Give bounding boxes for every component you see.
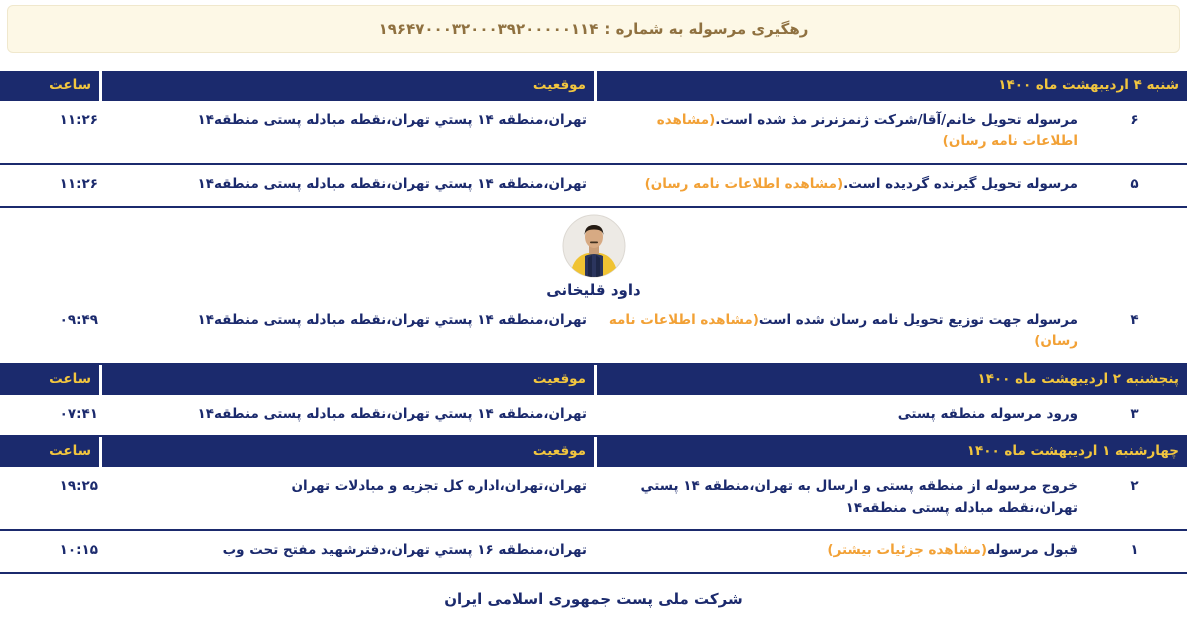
row-location: تهران،منطقه ۱۴ پستي تهران،نقطه مبادله پستی منطقه۱۴: [197, 405, 587, 422]
row-time: ۰۹:۴۹: [59, 311, 98, 328]
row-status: [597, 174, 1082, 196]
table-row: [0, 395, 1187, 438]
row-location: تهران،تهران،اداره کل تجزیه و مبادلات تهران: [291, 478, 587, 495]
row-number: ۶: [1130, 111, 1139, 128]
row-status-text: قبول مرسوله: [987, 542, 1078, 559]
row-location: تهران،منطقه ۱۴ پستي تهران،نقطه مبادله پستی منطقه۱۴: [197, 176, 587, 193]
section-header: [0, 71, 1187, 101]
row-status: [597, 476, 1082, 519]
footer-title: شرکت ملی پست جمهوری اسلامی ایران: [444, 590, 743, 609]
row-number: ۲: [1130, 478, 1139, 495]
courier-info-link[interactable]: (مشاهده اطلاعات نامه رسان): [608, 311, 1078, 350]
tracking-number: ۱۹۶۴۷۰۰۰۳۲۰۰۰۳۹۲۰۰۰۰۰۱۱۴: [378, 20, 599, 38]
row-status: [597, 310, 1082, 353]
row-status: [597, 404, 1082, 426]
table-row: [0, 165, 1187, 208]
section-date: شنبه ۴ اردیبهشت ماه ۱۴۰۰: [597, 71, 1187, 101]
section-date: پنجشنبه ۲ اردیبهشت ماه ۱۴۰۰: [597, 365, 1187, 395]
row-location: تهران،منطقه ۱۴ پستي تهران،نقطه مبادله پستی منطقه۱۴: [197, 111, 587, 128]
column-header-time: ساعت: [0, 437, 99, 467]
row-time: ۱۰:۱۵: [59, 542, 98, 559]
row-status-text: خروج مرسوله از منطقه پستی و ارسال به تهران،منطقه ۱۴ پستي تهران،نقطه مبادله پستی منطقه۱۴: [640, 478, 1078, 516]
table-row: [0, 467, 1187, 531]
row-status-text: ورود مرسوله منطقه پستی: [897, 405, 1078, 422]
row-location: تهران،منطقه ۱۴ پستي تهران،نقطه مبادله پستی منطقه۱۴: [197, 311, 587, 328]
row-status-text: مرسوله تحویل خانم/آقا/شرکت ژنمزنرنر مذ شده است.: [715, 111, 1078, 128]
row-number: ۴: [1130, 311, 1139, 328]
row-time: ۱۱:۲۶: [59, 111, 98, 128]
row-number: ۳: [1130, 405, 1139, 422]
column-header-location: موقعیت: [102, 71, 594, 101]
courier-avatar: [562, 214, 626, 278]
table-row: [0, 301, 1187, 365]
section-header: [0, 437, 1187, 467]
column-header-time: ساعت: [0, 365, 99, 395]
section-date: چهارشنبه ۱ اردیبهشت ماه ۱۴۰۰: [597, 437, 1187, 467]
column-header-time: ساعت: [0, 71, 99, 101]
row-status-text: مرسوله تحویل گیرنده گردیده است.: [843, 176, 1078, 193]
row-time: ۱۹:۲۵: [59, 478, 98, 495]
table-row: [0, 101, 1187, 165]
row-time: ۰۷:۴۱: [59, 405, 98, 422]
column-header-location: موقعیت: [102, 437, 594, 467]
more-details-link[interactable]: (مشاهده جزئیات بیشتر): [827, 542, 988, 559]
row-status-text: مرسوله جهت توزیع تحویل نامه رسان شده است: [758, 311, 1078, 328]
section-header: [0, 365, 1187, 395]
courier-info-link[interactable]: (مشاهده اطلاعات نامه رسان): [644, 176, 844, 193]
row-number: ۵: [1130, 176, 1139, 193]
tracking-page: [0, 5, 1187, 618]
courier-card: [0, 208, 1187, 301]
tracking-label: رهگیری مرسوله به شماره :: [604, 20, 809, 38]
row-status: [597, 110, 1082, 153]
row-status: [597, 540, 1082, 562]
row-location: تهران،منطقه ۱۶ پستي تهران،دفترشهید مفتح تحت وب: [222, 542, 587, 559]
courier-info-link[interactable]: (مشاهده اطلاعات نامه رسان): [656, 111, 1078, 150]
row-time: ۱۱:۲۶: [59, 176, 98, 193]
column-header-location: موقعیت: [102, 365, 594, 395]
table-row: [0, 531, 1187, 574]
tracking-banner: [7, 5, 1180, 53]
row-number: ۱: [1130, 542, 1139, 559]
courier-name: داود قلیخانی: [546, 280, 641, 299]
